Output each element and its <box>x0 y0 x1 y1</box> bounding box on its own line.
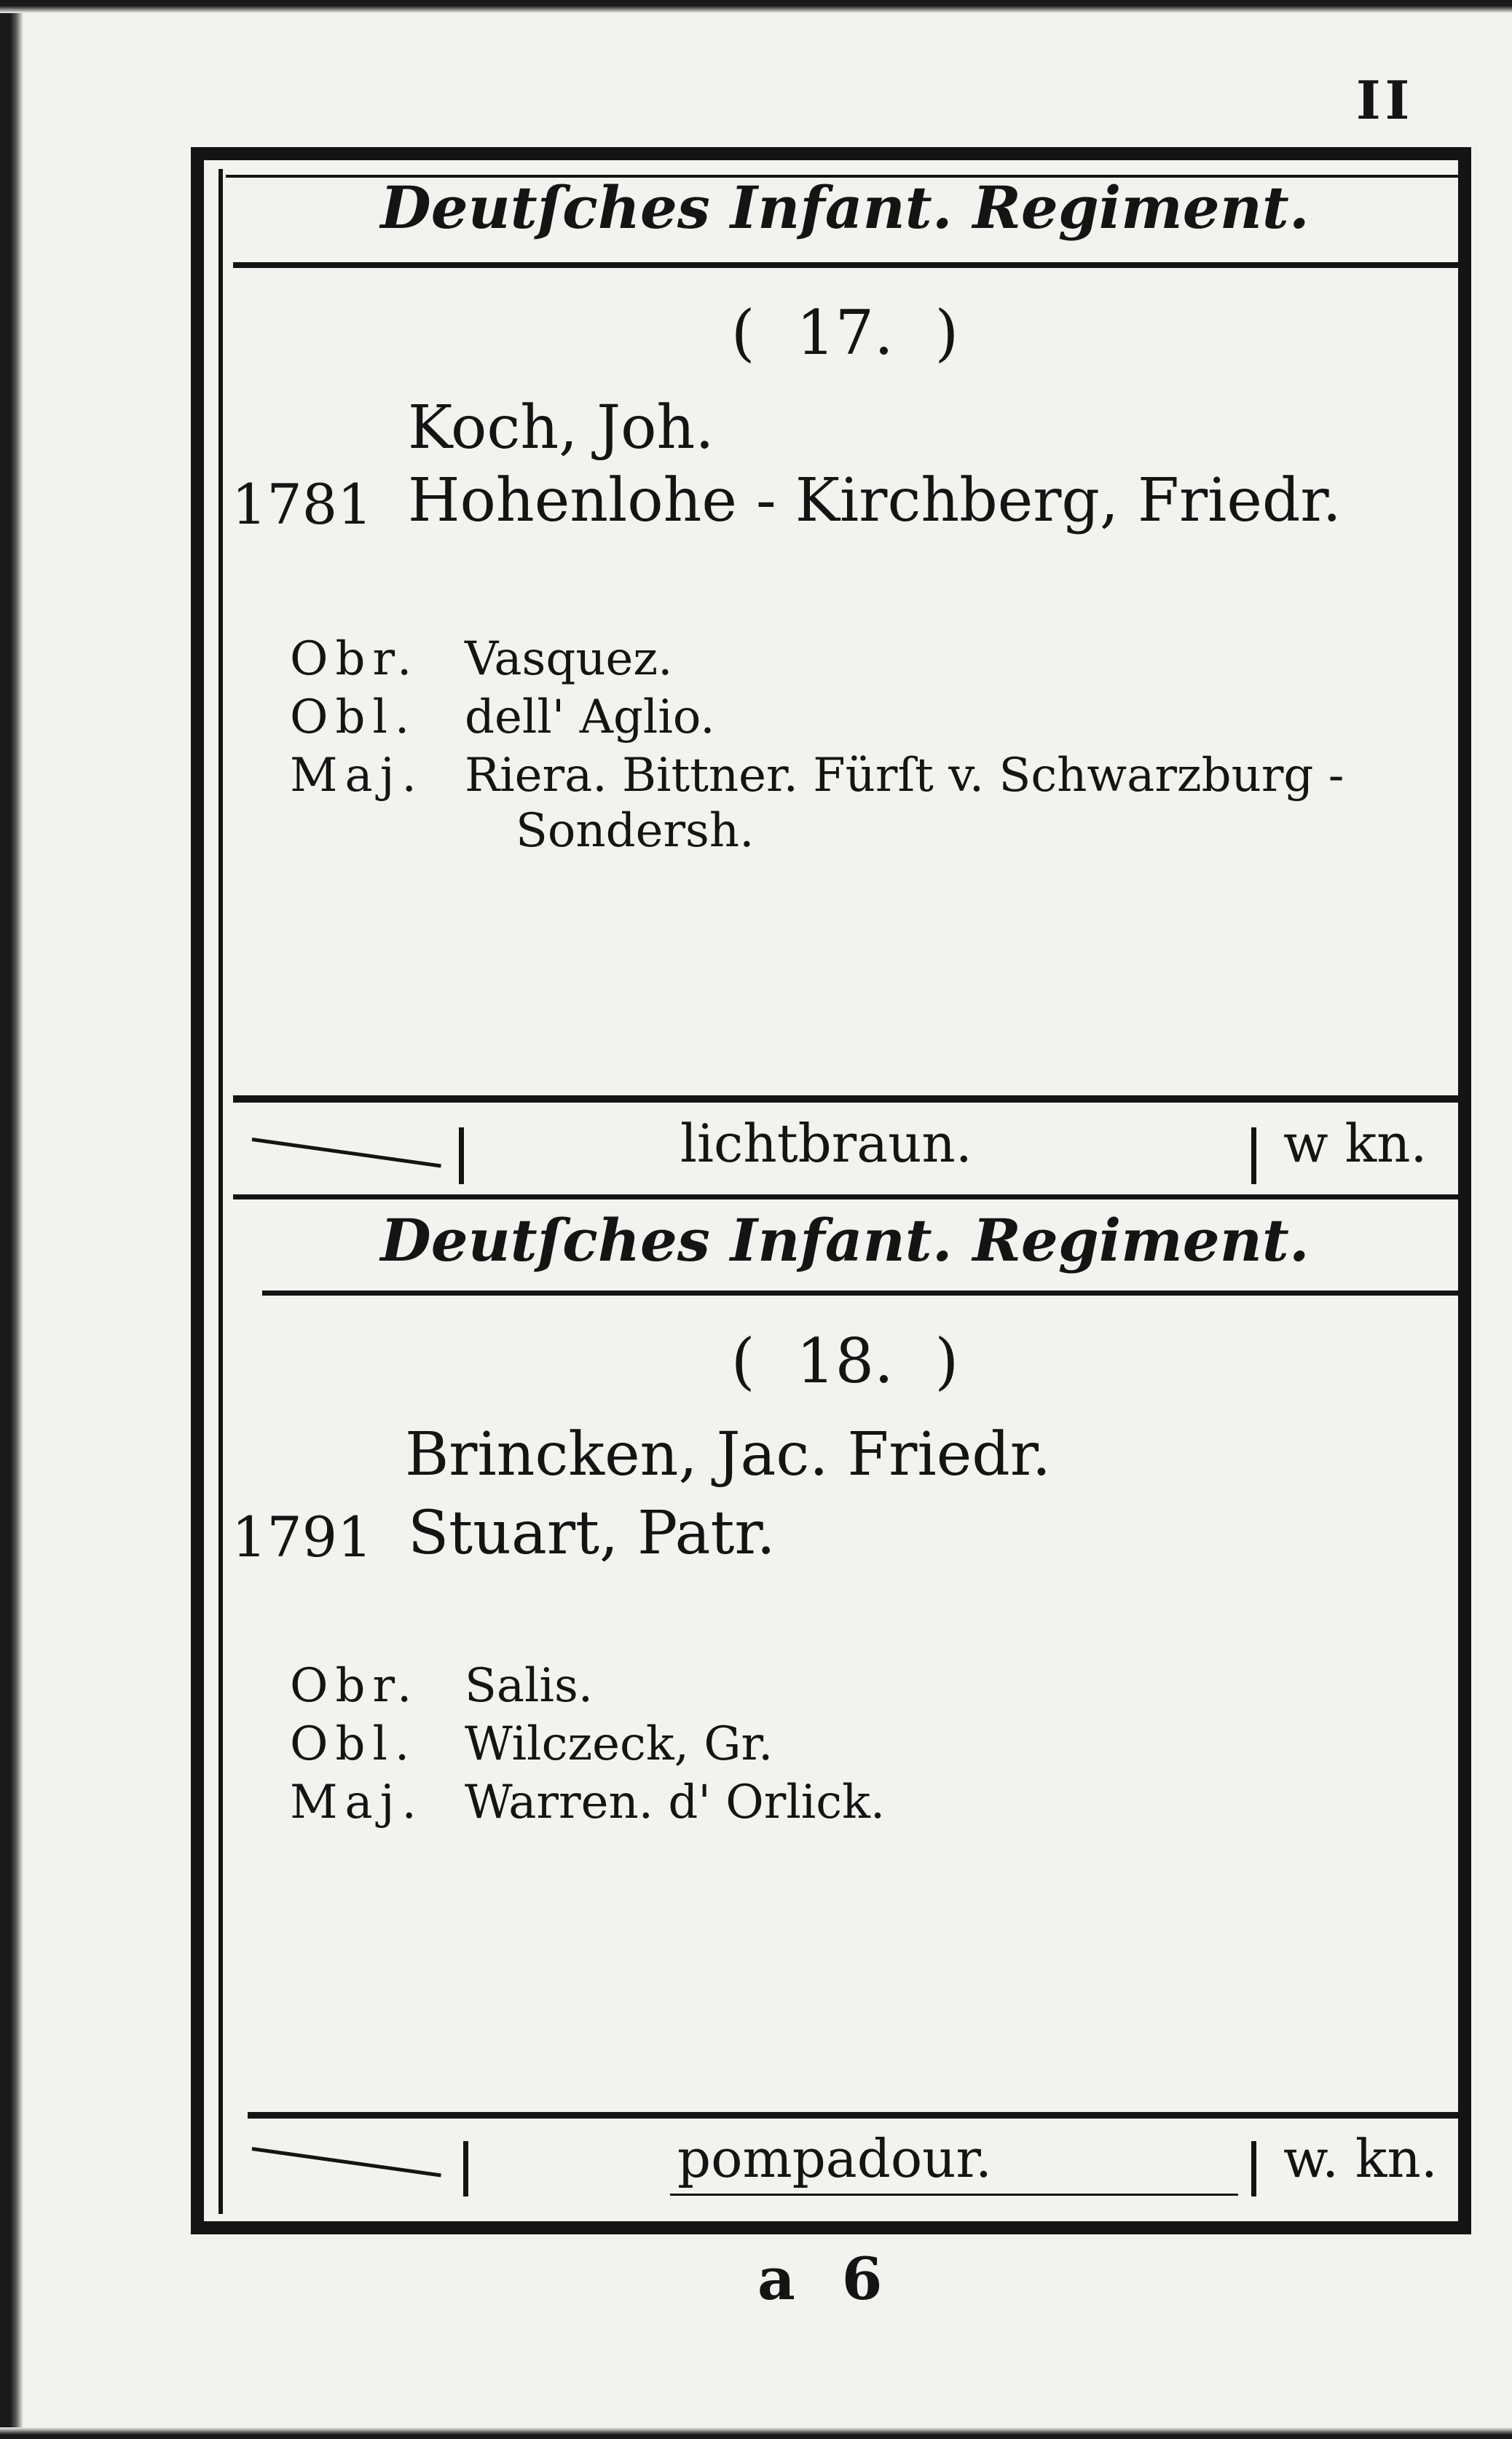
owner-year: 1781 <box>232 472 373 537</box>
colour-rule <box>233 1095 1464 1103</box>
regiment-heading: Deutſches Infant. Regiment. <box>380 173 1310 242</box>
scan-edge-left <box>0 0 23 2439</box>
officer-names: Wilczeck, Gr. <box>465 1717 773 1771</box>
owner-year: 1791 <box>232 1505 373 1569</box>
officer-names: Salis. <box>465 1659 594 1713</box>
rank-label: Obr. <box>290 1659 420 1713</box>
facing-colour: lichtbraun. <box>680 1113 972 1174</box>
rank-label: Obl. <box>290 1717 417 1771</box>
heading-rule <box>233 262 1464 268</box>
scan-edge-top <box>0 0 1512 13</box>
top-rule <box>233 1194 1464 1199</box>
owner-name: Brincken, Jac. Friedr. <box>405 1420 1051 1489</box>
colour-rule <box>248 2112 1464 2119</box>
scan-edge-bottom <box>0 2427 1512 2439</box>
heading-rule <box>262 1291 1464 1296</box>
owner-name: Koch, Joh. <box>408 393 714 462</box>
rank-label: Obr. <box>290 632 420 686</box>
button-colour: w. kn. <box>1283 2128 1438 2189</box>
officer-names-continuation: Sondersh. <box>516 804 755 858</box>
owner-name: Hohenlohe - Kirchberg, Friedr. <box>408 466 1342 535</box>
officer-names: Riera. Bittner. Fürſt v. Schwarzburg - <box>465 749 1344 803</box>
gathering-signature: a 6 <box>757 2245 896 2313</box>
rank-label: Obl. <box>290 690 417 744</box>
column-divider <box>463 2141 468 2196</box>
officer-names: dell' Aglio. <box>465 690 715 744</box>
facing-colour: pompadour. <box>677 2128 992 2189</box>
regiment-heading: Deutſches Infant. Regiment. <box>380 1206 1310 1274</box>
officer-names: Warren. d' Orlick. <box>465 1776 886 1829</box>
button-colour: w kn. <box>1283 1113 1428 1174</box>
underline-rule <box>670 2194 1238 2196</box>
rank-label: Maj. <box>290 749 424 803</box>
column-divider <box>459 1127 464 1184</box>
regiment-number: ( 17. ) <box>731 297 959 369</box>
rank-label: Maj. <box>290 1776 424 1829</box>
owner-name: Stuart, Patr. <box>408 1499 776 1568</box>
regiment-number: ( 18. ) <box>731 1325 959 1397</box>
officer-names: Vasquez. <box>465 632 673 686</box>
column-divider <box>1251 1127 1256 1184</box>
column-divider <box>1251 2141 1256 2196</box>
page-number: II <box>1356 69 1414 131</box>
